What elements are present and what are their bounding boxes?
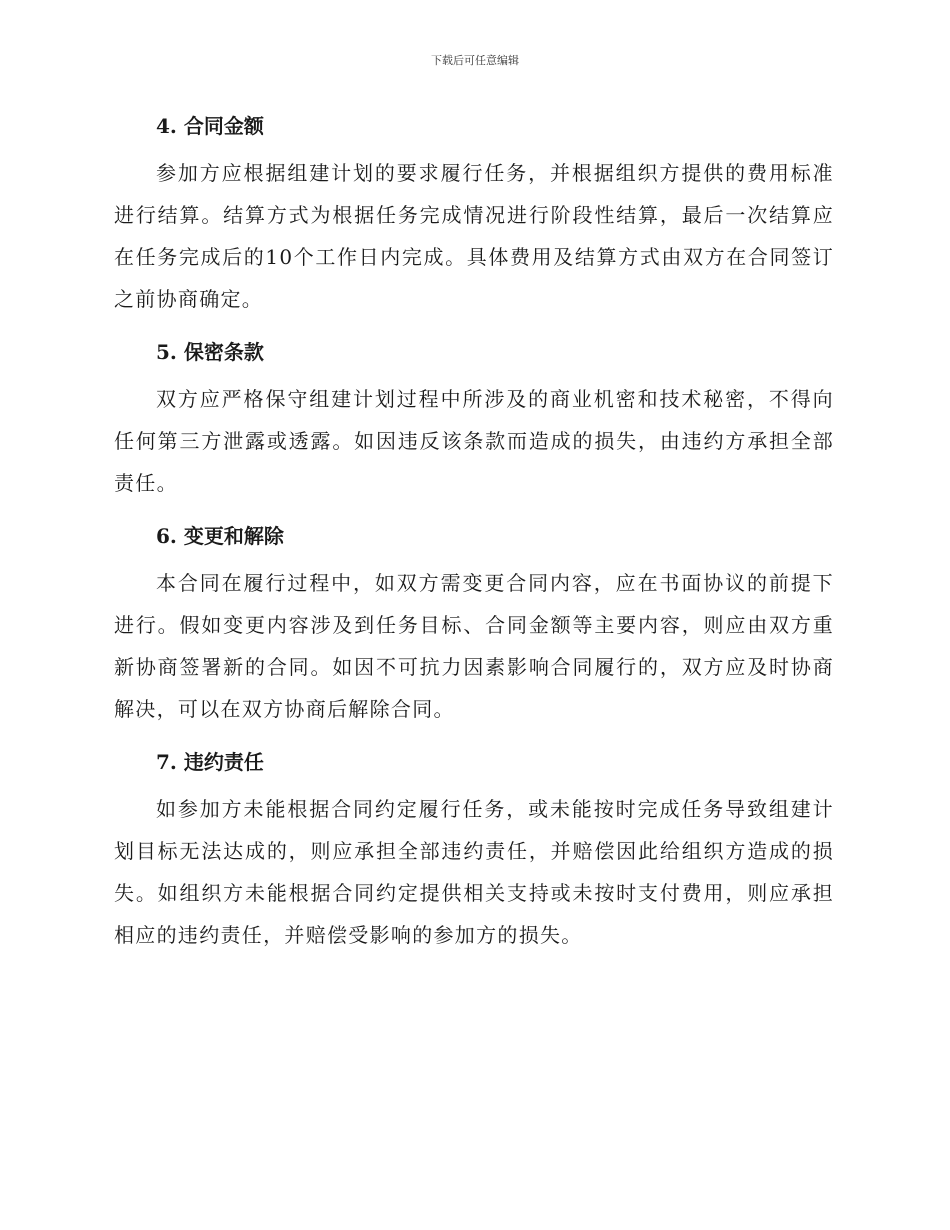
document-body [114,104,834,966]
section-heading: 6. 变更和解除 [156,524,284,548]
section-confidentiality [114,330,834,504]
page-header: 下载后可任意编辑 [431,54,519,67]
section-heading: 7. 违约责任 [156,750,264,774]
section-paragraph: 如参加方未能根据合同约定履行任务，或未能按时完成任务导致组建计划目标无法达成的，则应承担全部违约责任，并赔偿因此给组织方造成的损失。如组织方未能根据合同约定提供相关支持或未按时支付费用，则应承担相应的违约责任，并赔偿受影响的参加方的损失。 [114,797,834,947]
section-modification-termination [114,514,834,730]
section-paragraph: 参加方应根据组建计划的要求履行任务，并根据组织方提供的费用标准进行结算。结算方式为根据任务完成情况进行阶段性结算，最后一次结算应在任务完成后的10个工作日内完成。具体费用及结算方式由双方在合同签订之前协商确定。 [114,161,834,311]
section-paragraph: 双方应严格保守组建计划过程中所涉及的商业机密和技术秘密，不得向任何第三方泄露或透露。如因违反该条款而造成的损失，由违约方承担全部责任。 [114,387,834,495]
section-heading: 5. 保密条款 [156,340,264,364]
section-heading: 4. 合同金额 [156,114,264,138]
section-paragraph: 本合同在履行过程中，如双方需变更合同内容，应在书面协议的前提下进行。假如变更内容涉及到任务目标、合同金额等主要内容，则应由双方重新协商签署新的合同。如因不可抗力因素影响合同履行的，双方应及时协商解决，可以在双方协商后解除合同。 [114,571,834,721]
section-breach-liability [114,740,834,956]
section-contract-amount [114,104,834,320]
